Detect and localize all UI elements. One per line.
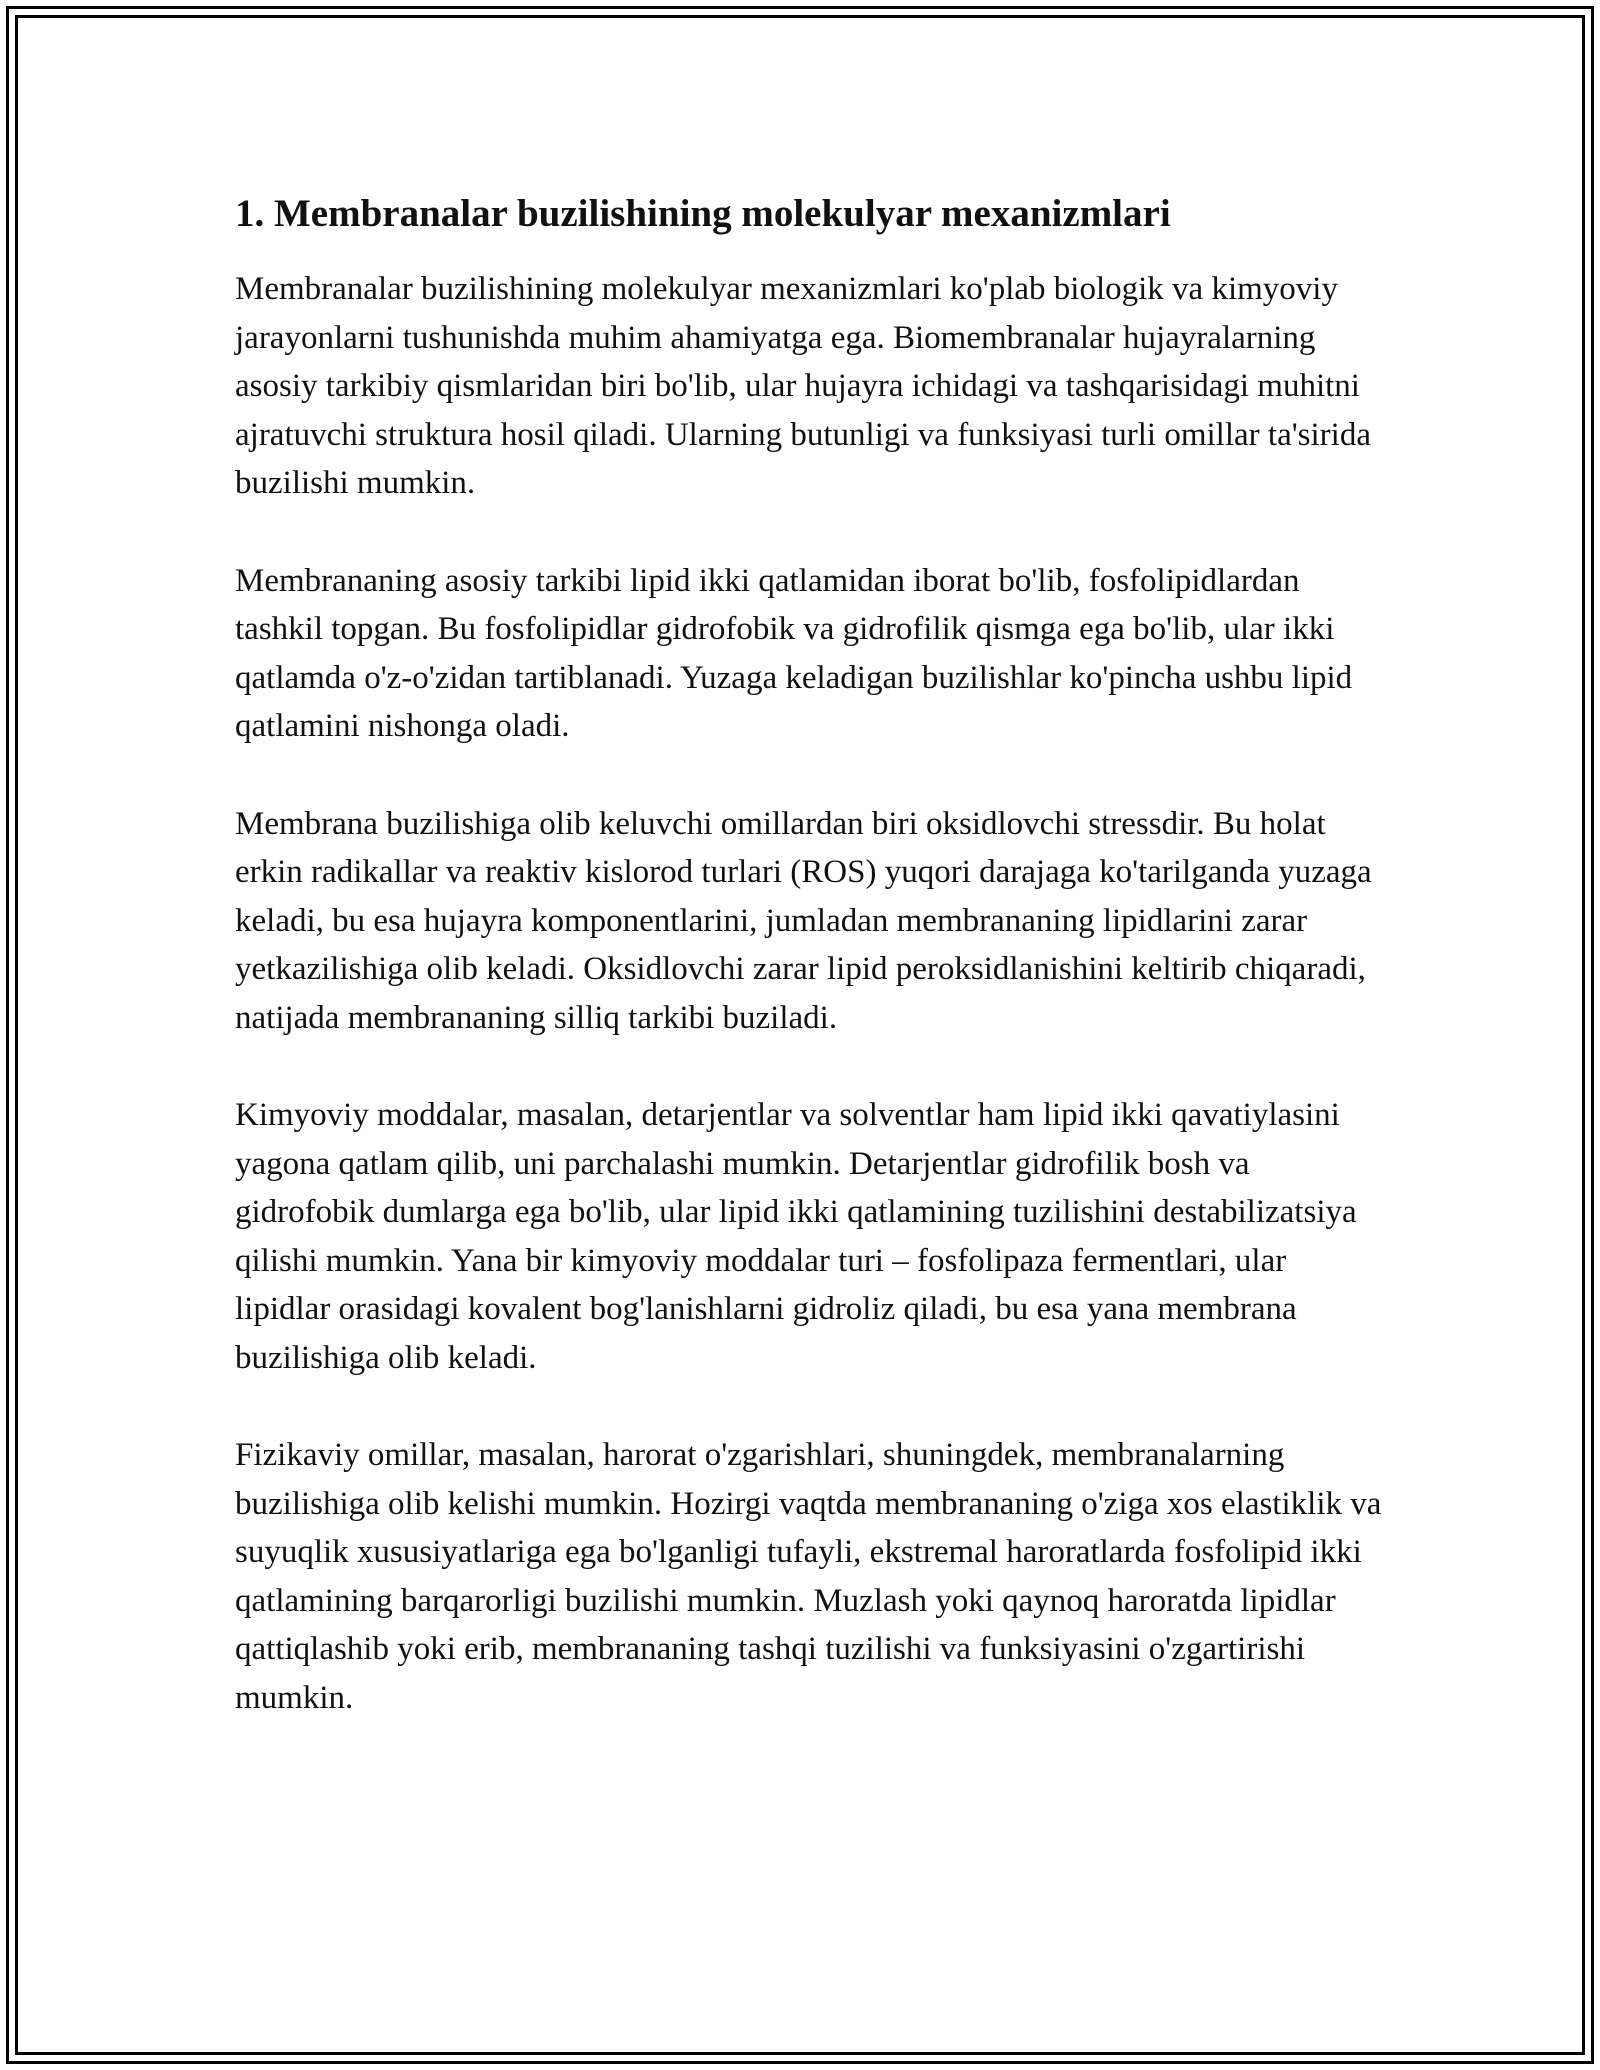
paragraph-4: Kimyoviy moddalar, masalan, detarjentlar va solventlar ham lipid ikki qavatiylasini yagona qatlam qilib, uni parchalashi mumkin. Detarjentlar gidrofilik bosh va gidrofobik dumlarga ega bo'lib, ular lipid ikki qatlamining tuzilishini destabilizatsiya qilishi mumkin. Yana bir kimyoviy moddalar turi – fosfolipaza fermentlari, ular lipidlar orasidagi kovalent bog'lanishlarni gidroliz qiladi, bu esa yana membrana buzilishiga olib keladi.: [235, 1097, 1357, 1376]
document-body: [235, 185, 1385, 1771]
paragraph-5: Fizikaviy omillar, masalan, harorat o'zgarishlari, shuningdek, membranalarning buzilishiga olib kelishi mumkin. Hozirgi vaqtda membrananing o'ziga xos elastiklik va suyuqlik xususiyatlariga ega bo'lganligi tufayli, ekstremal haroratlarda fosfolipid ikki qatlamining barqarorligi buzilishi mumkin. Muzlash yoki qaynoq haroratda lipidlar qattiqlashib yoki erib, membrananing tashqi tuzilishi va funksiyasini o'zgartirishi mumkin.: [235, 1437, 1382, 1716]
paragraph-1: Membranalar buzilishining molekulyar mexanizmlari ko'plab biologik va kimyoviy jarayonlarni tushunishda muhim ahamiyatga ega. Biomembranalar hujayralarning asosiy tarkibiy qismlaridan biri bo'lib, ular hujayra ichidagi va tashqarisidagi muhitni ajratuvchi struktura hosil qiladi. Ularning butunligi va funksiyasi turli omillar ta'sirida buzilishi mumkin.: [235, 271, 1371, 501]
paragraph-3: Membrana buzilishiga olib keluvchi omillardan biri oksidlovchi stressdir. Bu holat erkin radikallar va reaktiv kislorod turlari (ROS) yuqori darajaga ko'tarilganda yuzaga keladi, bu esa hujayra komponentlarini, jumladan membrananing lipidlarini zarar yetkazilishiga olib keladi. Oksidlovchi zarar lipid peroksidlanishini keltirib chiqaradi, natijada membrananing silliq tarkibi buziladi.: [235, 805, 1372, 1036]
paragraph-2: Membrananing asosiy tarkibi lipid ikki qatlamidan iborat bo'lib, fosfolipidlardan tashkil topgan. Bu fosfolipidlar gidrofobik va gidrofilik qismga ega bo'lib, ular ikki qatlamda o'z-o'zidan tartiblanadi. Yuzaga keladigan buzilishlar ko'pincha ushbu lipid qatlamini nishonga oladi.: [235, 562, 1353, 744]
section-title: 1. Membranalar buzilishining molekulyar mexanizmlari: [235, 192, 1171, 235]
